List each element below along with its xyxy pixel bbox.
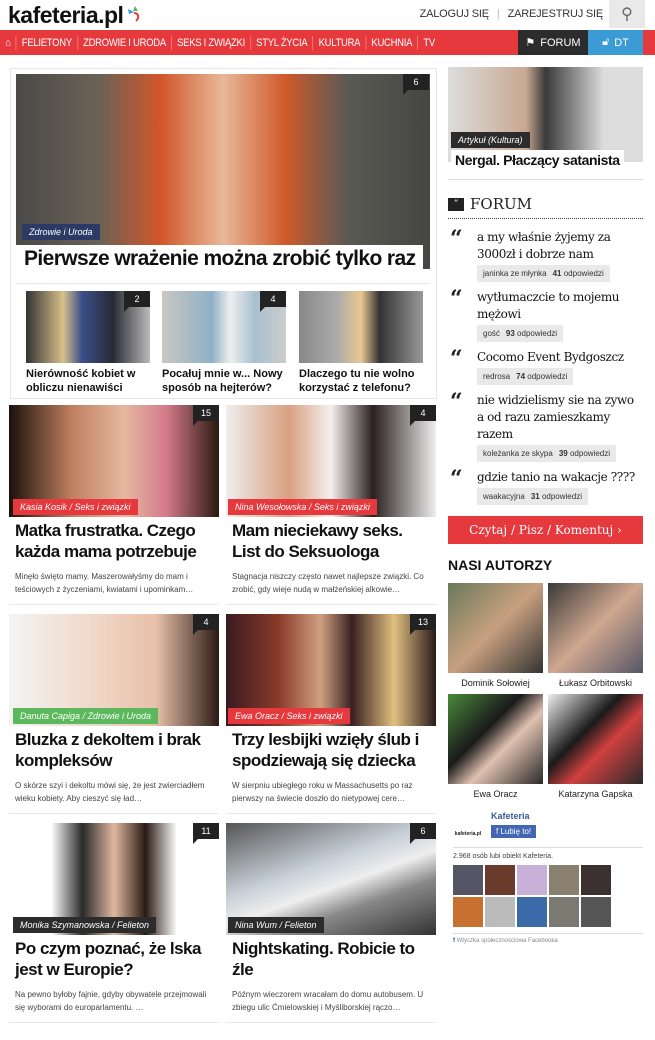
- comment-count: 4: [193, 614, 219, 630]
- side-article[interactable]: [448, 67, 643, 180]
- register-link[interactable]: ZAREJESTRUJ SIĘ: [507, 8, 603, 20]
- article-image[interactable]: [9, 823, 219, 935]
- fan-avatar[interactable]: [517, 865, 547, 895]
- article-card[interactable]: [9, 405, 219, 605]
- article-card[interactable]: [9, 614, 219, 814]
- search-icon: ⚲: [621, 6, 633, 23]
- nav-home[interactable]: [0, 36, 17, 50]
- article-image[interactable]: [9, 614, 219, 726]
- author-photo[interactable]: [448, 694, 543, 784]
- fb-fans: [453, 865, 643, 929]
- article-title[interactable]: Nergal. Płaczący satanista: [451, 150, 624, 170]
- article-card[interactable]: [9, 823, 219, 1023]
- article-title[interactable]: Mam nieciekawy seks. List do Seksuologa: [232, 521, 403, 561]
- forum-meta: gość 93 odpowiedzi: [477, 325, 563, 342]
- forum-cta-button[interactable]: Czytaj / Pisz / Komentuj ›: [448, 516, 643, 544]
- facebook-icon: f: [496, 827, 501, 836]
- comment-count: 15: [193, 405, 219, 421]
- comment-count: 11: [193, 823, 219, 839]
- fan-avatar[interactable]: [453, 865, 483, 895]
- small-article[interactable]: [162, 291, 286, 395]
- category-tag[interactable]: Zdrowie i Uroda: [22, 224, 100, 240]
- article-image[interactable]: [226, 823, 436, 935]
- home-icon: ⌂: [5, 36, 11, 49]
- nav-zdrowie[interactable]: ZDROWIE I URODA: [78, 36, 172, 50]
- authors-grid: [448, 583, 643, 799]
- nav-kuchnia[interactable]: KUCHNIA: [366, 36, 418, 50]
- authors-heading: NASI AUTORZY: [448, 557, 553, 573]
- article-excerpt: Późnym wieczorem wracałam do domu autobusem. U zbiegu ulic Ćmielowskiej i Myśliborskiej rączo…: [232, 990, 424, 1012]
- fan-avatar[interactable]: [517, 897, 547, 927]
- comment-count: 2: [124, 291, 150, 307]
- article-image[interactable]: [26, 291, 150, 363]
- forum-meta: waakacyjna 31 odpowiedzi: [477, 488, 588, 505]
- quote-icon: “: [450, 286, 463, 312]
- nav-dt[interactable]: 🔓︎ DT: [588, 30, 643, 55]
- forum-meta: redrosa 74 odpowiedzi: [477, 368, 573, 385]
- small-article[interactable]: [299, 291, 423, 395]
- author-category-tag[interactable]: Nina Wesołowska / Seks i związki: [228, 499, 377, 515]
- author-category-tag[interactable]: Monika Szymanowska / Felieton: [13, 917, 156, 933]
- facebook-icon: f: [453, 938, 457, 944]
- fan-avatar[interactable]: [581, 897, 611, 927]
- logo-leaf-icon: [126, 2, 142, 20]
- comment-count: 4: [260, 291, 286, 307]
- fan-avatar[interactable]: [485, 897, 515, 927]
- article-title[interactable]: Bluzka z dekoltem i brak kompleksów: [15, 730, 201, 770]
- forum-topic[interactable]: a my właśnie żyjemy za 3000zł i dobrze nam: [477, 230, 611, 261]
- fan-avatar[interactable]: [549, 865, 579, 895]
- fan-avatar[interactable]: [453, 897, 483, 927]
- article-image[interactable]: [162, 291, 286, 363]
- fb-like-count: 2.968 osób lubi obiekt Kafeteria.: [453, 853, 554, 860]
- article-excerpt: Na pewno byłoby fajnie, gdyby obywatele przejmowali się wyborami do europarlamentu. …: [15, 990, 207, 1012]
- comment-count: 6: [403, 74, 429, 90]
- fan-avatar[interactable]: [549, 897, 579, 927]
- forum-item[interactable]: [448, 286, 643, 342]
- article-title[interactable]: Po czym poznać, że lska jest w Europie?: [15, 939, 201, 979]
- article-excerpt: Minęło święto mamy. Maszerowałyśmy do mam i teściowych z życzeniami, kwiatami i upominkam…: [15, 572, 194, 594]
- small-article[interactable]: [26, 291, 150, 395]
- nav-seks[interactable]: SEKS I ZWIĄZKI: [172, 36, 251, 50]
- author[interactable]: Dominik Sołowiej: [448, 583, 543, 688]
- author-category-tag[interactable]: Danuta Capiga / Zdrowie i Uroda: [13, 708, 158, 724]
- forum-item[interactable]: [448, 466, 643, 505]
- article-title[interactable]: Pocałuj mnie w... Nowy sposób na hejterów?: [162, 368, 283, 394]
- category-tag[interactable]: Artykuł (Kultura): [451, 132, 530, 148]
- author-photo[interactable]: [448, 583, 543, 673]
- hero-article[interactable]: [10, 68, 437, 399]
- author-photo[interactable]: [548, 694, 643, 784]
- author[interactable]: Ewa Oracz: [448, 694, 543, 799]
- article-image[interactable]: [299, 291, 423, 363]
- forum-item[interactable]: [448, 346, 643, 385]
- article-excerpt: Stagnacja niszczy często nawet najlepsze związki. Co zrobić, gdy wieje nudą w małżeńskiej alkowie…: [232, 572, 424, 594]
- article-card[interactable]: [226, 614, 436, 814]
- fan-avatar[interactable]: [485, 865, 515, 895]
- article-image[interactable]: [226, 614, 436, 726]
- nav-list: [0, 30, 440, 55]
- fb-page-name[interactable]: Kafeteria: [491, 811, 530, 821]
- forum-item[interactable]: [448, 226, 643, 282]
- author-category-tag[interactable]: Ewa Oracz / Seks i związki: [228, 708, 350, 724]
- quote-icon: “: [450, 466, 463, 492]
- chat-bubble-icon: “: [448, 198, 464, 211]
- comment-count: 6: [410, 823, 436, 839]
- article-excerpt: W sierpniu ubiegłego roku w Massachusetts po raz pierwszy na świecie doszło do nietypowej cere…: [232, 781, 413, 803]
- login-link[interactable]: ZALOGUJ SIĘ: [419, 8, 489, 20]
- forum-topic[interactable]: wytłumaczcie to mojemu mężowi: [477, 290, 620, 321]
- article-title[interactable]: Nightskating. Robicie to źle: [232, 939, 415, 979]
- facebook-widget: [453, 811, 643, 944]
- quote-icon: “: [450, 226, 463, 252]
- article-title[interactable]: Trzy lesbijki wzięły ślub i spodziewają się dziecka: [232, 730, 419, 770]
- author-category-tag[interactable]: Kasia Kosik / Seks i związki: [13, 499, 138, 515]
- fb-page-logo[interactable]: kafeteria.pl: [454, 831, 482, 837]
- article-image[interactable]: [9, 405, 219, 517]
- comment-count: 13: [410, 614, 436, 630]
- search-button[interactable]: [609, 0, 645, 28]
- logo[interactable]: kafeteria.pl: [8, 2, 142, 29]
- article-card[interactable]: [226, 823, 436, 1023]
- author[interactable]: Łukasz Orbitowski: [548, 583, 643, 688]
- quote-icon: “: [450, 389, 463, 415]
- account-links: ZALOGUJ SIĘ | ZAREJESTRUJ SIĘ: [419, 8, 603, 20]
- article-title[interactable]: Matka frustratka. Czego każda mama potrzebuje: [15, 521, 197, 561]
- author-category-tag[interactable]: Nina Wum / Felieton: [228, 917, 324, 933]
- forum-meta: janinka ze młynka 41 odpowiedzi: [477, 265, 610, 282]
- fb-plugin-footer[interactable]: f Wtyczka społecznościowa Facebooka: [453, 933, 643, 944]
- article-title[interactable]: Nierówność kobiet w obliczu nienawiści: [26, 368, 136, 394]
- article-card[interactable]: [226, 405, 436, 605]
- forum-topic[interactable]: Cocomo Event Bydgoszcz: [477, 350, 624, 364]
- forum-topic[interactable]: nie widzielismy sie na zywo a od razu zamieszkamy razem: [477, 393, 634, 441]
- fb-like-button[interactable]: f Lubię to!: [491, 825, 536, 838]
- article-grid: [9, 405, 436, 1023]
- nav-tv[interactable]: TV: [423, 36, 435, 49]
- nav-styl[interactable]: STYL ŻYCIA: [251, 36, 313, 50]
- flag-icon: ⚑: [525, 37, 536, 49]
- nav-kultura[interactable]: KULTURA: [313, 36, 366, 50]
- author[interactable]: Katarzyna Gapska: [548, 694, 643, 799]
- article-excerpt: O skórze szyi i dekoltu mówi się, że jest zwierciadłem wieku kobiety. Aby cieszyć się ład…: [15, 781, 205, 803]
- nav-felietony[interactable]: FELIETONY: [17, 36, 78, 50]
- fan-avatar[interactable]: [581, 865, 611, 895]
- article-title[interactable]: Dlaczego tu nie wolno korzystać z telefonu?: [299, 368, 415, 394]
- comment-count: 4: [410, 405, 436, 421]
- lock-icon: 🔓︎: [602, 36, 610, 48]
- article-image[interactable]: [226, 405, 436, 517]
- sidebar: [448, 195, 643, 944]
- main-nav: [0, 30, 655, 55]
- forum-meta: koleżanka ze skypa 39 odpowiedzi: [477, 445, 616, 462]
- author-photo[interactable]: [548, 583, 643, 673]
- quote-icon: “: [450, 346, 463, 372]
- forum-item[interactable]: [448, 389, 643, 462]
- hero-title[interactable]: Pierwsze wrażenie można zrobić tylko raz: [16, 245, 423, 273]
- nav-forum[interactable]: ⚑ FORUM: [518, 30, 588, 55]
- forum-topic[interactable]: gdzie tanio na wakacje ????: [477, 470, 635, 484]
- forum-heading: “ FORUM: [448, 195, 643, 219]
